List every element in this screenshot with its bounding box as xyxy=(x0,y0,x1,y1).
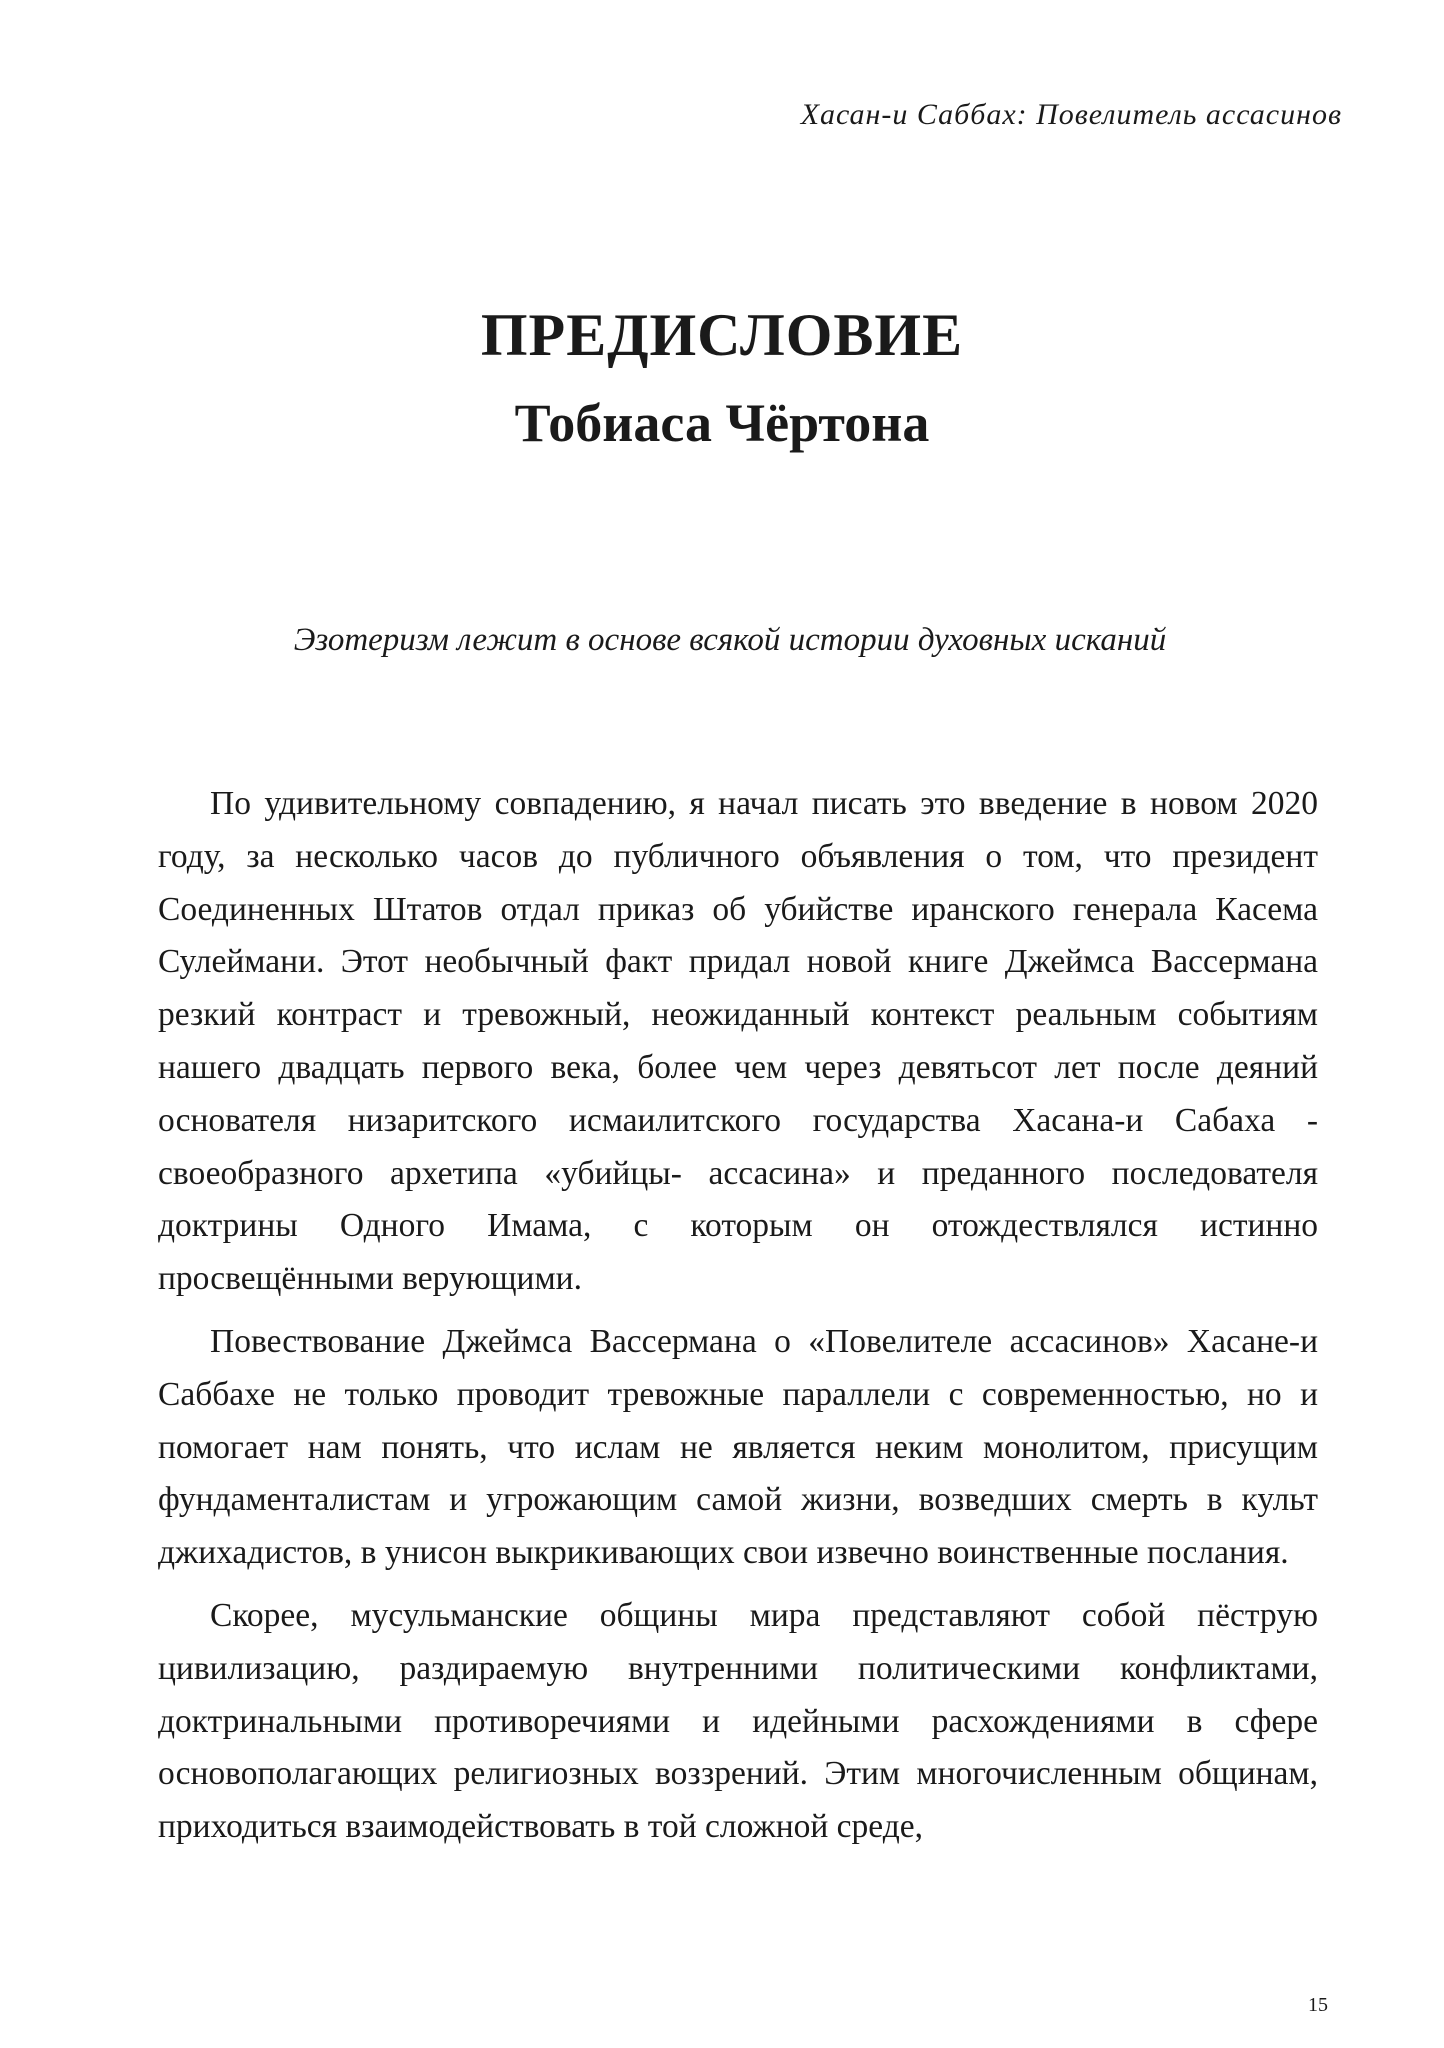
chapter-title: ПРЕДИСЛОВИЕ xyxy=(480,302,964,368)
paragraph-3: Скорее, мусульманские общины мира представляют собой пёструю цивилизацию, раздираемую внутренними политическими конфликтами, доктринальными противоречиями и идейными расхождениями в сфере основополагающих религиозных воззрений. Этим многочисленным общинам, приходиться взаимодействовать в той сложной среде, xyxy=(158,1596,1318,1846)
chapter-subtitle: Тобиаса Чёртона xyxy=(514,393,930,453)
page-number: 15 xyxy=(1308,1994,1328,2016)
running-head: Хасан-и Саббах: Повелитель ассасинов xyxy=(800,98,1342,131)
epigraph: Эзотеризм лежит в основе всякой истории духовных исканий xyxy=(293,622,1167,658)
paragraph-1: По удивительному совпадению, я начал писать это введение в новом 2020 году, за несколько часов до публичного объявления о том, что президент Соединенных Штатов отдал приказ об убийстве иранского генерала Касема Сулеймани. Этот необычный факт придал новой книге Джеймса Вассермана резкий контраст и тревожный, неожиданный контекст реальным событиям нашего двадцать первого века, более чем через девятьсот лет после деяний основателя низаритского исмаилитского государства Хасана-и Сабаха - своеобразного архетипа «убийцы- ассасина» и преданного последователя доктрины Одного Имама, с которым он отождествлялся истинно просвещёнными верующими. xyxy=(158,785,1318,1298)
paragraph-2: Повествование Джеймса Вассермана о «Повелителе ассасинов» Хасане-и Саббахе не только проводит тревожные параллели с современностью, но и помогает нам понять, что ислам не является неким монолитом, присущим фундаменталистам и угрожающим самой жизни, возведших смерть в культ джихадистов, в унисон выкрикивающих свои извечно воинственные послания. xyxy=(158,1322,1318,1572)
body-text xyxy=(158,778,1318,1864)
